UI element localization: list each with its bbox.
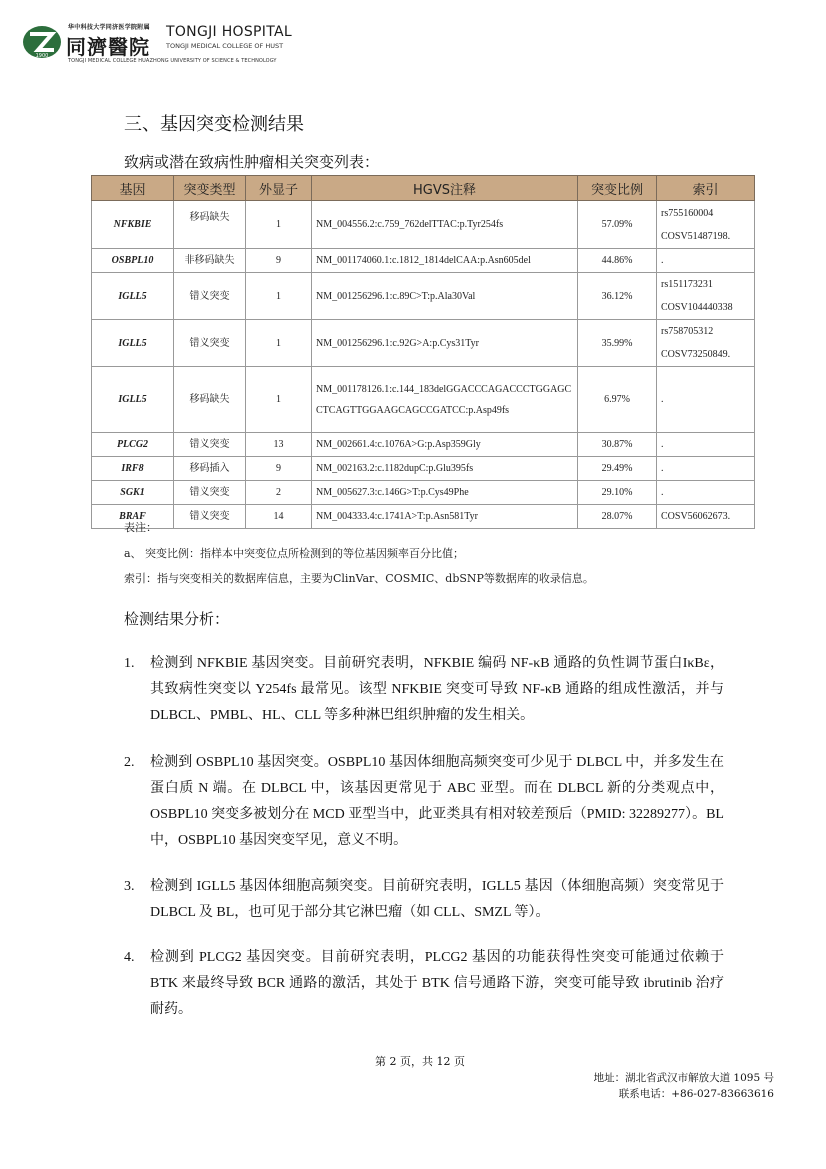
org-line: 华中科技大学同济医学院附属 xyxy=(68,24,150,31)
analysis-item xyxy=(124,874,724,926)
hospital-en-name: TONGJI HOSPITAL xyxy=(166,24,292,40)
col-header-ratio: 突变比例 xyxy=(578,176,657,201)
cell-hgvs: NM_002661.4:c.1076A>G:p.Asp359Gly xyxy=(312,433,578,457)
cell-gene: IGLL5 xyxy=(92,320,174,367)
col-header-index: 索引 xyxy=(657,176,755,201)
cell-hgvs: NM_001256296.1:c.89C>T:p.Ala30Val xyxy=(312,273,578,320)
hospital-cn-name: 同濟醫院 xyxy=(66,35,150,59)
analysis-item-number: 1. xyxy=(124,656,135,671)
cell-gene: OSBPL10 xyxy=(92,249,174,273)
cell-exon: 13 xyxy=(246,433,312,457)
analysis-title: 检测结果分析： xyxy=(124,610,230,628)
table-row xyxy=(92,367,755,433)
cell-type: 错义突变 xyxy=(174,433,246,457)
index-line-1: rs151173231 xyxy=(661,279,713,290)
table-note-label: 表注： xyxy=(124,521,157,534)
analysis-item-text: 检测到 IGLL5 基因体细胞高频突变。目前研究表明，IGLL5 基因（体细胞高频）突变常见于 DLBCL 及 BL，也可见于部分其它淋巴瘤（如 CLL、SMZL 等）。 xyxy=(150,879,724,920)
cell-gene: SGK1 xyxy=(92,481,174,505)
cell-gene: IGLL5 xyxy=(92,273,174,320)
table-row xyxy=(92,457,755,481)
cell-type: 非移码缺失 xyxy=(174,249,246,273)
cell-type: 移码插入 xyxy=(174,457,246,481)
col-header-type: 突变类型 xyxy=(174,176,246,201)
table-row xyxy=(92,433,755,457)
table-note-index: 索引：指与突变相关的数据库信息，主要为ClinVar、COSMIC、dbSNP等数据库的收录信息。 xyxy=(124,572,594,585)
index-line-2: COSV73250849. xyxy=(661,349,731,360)
cell-exon: 9 xyxy=(246,457,312,481)
cell-index xyxy=(657,320,755,367)
cell-hgvs: NM_001256296.1:c.92G>A:p.Cys31Tyr xyxy=(312,320,578,367)
cell-exon: 14 xyxy=(246,505,312,529)
cell-ratio: 44.86% xyxy=(578,249,657,273)
table-row xyxy=(92,201,755,249)
footer-phone: 联系电话：+86-027-83663616 xyxy=(618,1088,774,1100)
table-row xyxy=(92,320,755,367)
index-line-2: COSV104440338 xyxy=(661,302,733,313)
cell-type: 错义突变 xyxy=(174,320,246,367)
cell-exon: 2 xyxy=(246,481,312,505)
cell-gene: IRF8 xyxy=(92,457,174,481)
index-line-1: rs755160004 xyxy=(661,207,714,219)
cell-hgvs: NM_004556.2:c.759_762delTTAC:p.Tyr254fs xyxy=(312,201,578,249)
cell-type: 错义突变 xyxy=(174,481,246,505)
index-line-1: rs758705312 xyxy=(661,326,714,337)
cell-type: 错义突变 xyxy=(174,505,246,529)
index-line-2: COSV51487198. xyxy=(661,230,731,242)
analysis-item-text: 检测到 NFKBIE 基因突变。目前研究表明，NFKBIE 编码 NF-κB 通路的负性调节蛋白IκBε，其致病性突变以 Y254fs 最常见。该型 NFKBIE 突变可导致 NF-κB 通路的组成性激活，并与 DLBCL、PMBL、HL、CLL 等多种淋巴组织肿瘤的发生相关。 xyxy=(150,656,724,723)
cell-index: . xyxy=(657,249,755,273)
analysis-item-number: 2. xyxy=(124,755,135,770)
hospital-en-sub: TONGJI MEDICAL COLLEGE OF HUST xyxy=(166,42,284,50)
cell-ratio: 29.49% xyxy=(578,457,657,481)
cell-ratio: 28.07% xyxy=(578,505,657,529)
cell-type: 移码缺失 xyxy=(174,201,246,249)
hospital-en-full: TONGJI MEDICAL COLLEGE HUAZHONG UNIVERSITY OF SCIENCE & TECHNOLOGY xyxy=(68,58,277,64)
cell-exon: 9 xyxy=(246,249,312,273)
table-header-row xyxy=(92,176,755,201)
analysis-item-number: 4. xyxy=(124,950,135,965)
cell-ratio: 36.12% xyxy=(578,273,657,320)
col-header-exon: 外显子 xyxy=(246,176,312,201)
mutation-table xyxy=(91,175,755,529)
cell-exon: 1 xyxy=(246,273,312,320)
analysis-item xyxy=(124,651,724,729)
cell-ratio: 29.10% xyxy=(578,481,657,505)
cell-hgvs: NM_001178126.1:c.144_183delGGACCCAGACCCTGGAGCCTCAGTTGGAAGCAGCCGATCC:p.Asp49fs xyxy=(312,367,578,433)
col-header-gene: 基因 xyxy=(92,176,174,201)
cell-exon: 1 xyxy=(246,201,312,249)
analysis-item-text: 检测到 OSBPL10 基因突变。OSBPL10 基因体细胞高频突变可少见于 DLBCL 中，并多发生在蛋白质 N 端。在 DLBCL 中，该基因更常见于 ABC 亚型。而在 DLBCL 新的分类观点中，OSBPL10 突变多被划分在 MCD 亚型当中，此亚类具有相对较差预后（PMID: 32289277）。BL 中，OSBPL10 基因突变罕见，意义不明。 xyxy=(150,755,724,848)
analysis-item-number: 3. xyxy=(124,879,135,894)
analysis-item xyxy=(124,945,724,1023)
cell-ratio: 57.09% xyxy=(578,201,657,249)
page-number: 第 2 页，共 12 页 xyxy=(375,1055,465,1068)
cell-index xyxy=(657,273,755,320)
logo-year: 1900 xyxy=(35,53,49,59)
cell-index: . xyxy=(657,367,755,433)
cell-exon: 1 xyxy=(246,320,312,367)
table-row xyxy=(92,505,755,529)
cell-ratio: 30.87% xyxy=(578,433,657,457)
cell-hgvs: NM_002163.2:c.1182dupC:p.Glu395fs xyxy=(312,457,578,481)
cell-hgvs: NM_005627.3:c.146G>T:p.Cys49Phe xyxy=(312,481,578,505)
cell-gene: NFKBIE xyxy=(92,201,174,249)
section-title: 三、基因突变检测结果 xyxy=(124,114,304,135)
table-row xyxy=(92,481,755,505)
cell-type: 错义突变 xyxy=(174,273,246,320)
col-header-hgvs: HGVS注释 xyxy=(312,176,578,201)
hospital-header xyxy=(20,18,350,68)
cell-exon: 1 xyxy=(246,367,312,433)
cell-gene: PLCG2 xyxy=(92,433,174,457)
footer-address: 地址：湖北省武汉市解放大道 1095 号 xyxy=(593,1072,774,1084)
cell-index: . xyxy=(657,457,755,481)
cell-index: COSV56062673. xyxy=(657,505,755,529)
cell-ratio: 35.99% xyxy=(578,320,657,367)
hospital-logo-icon xyxy=(22,24,64,60)
table-note-ratio: a、 突变比例：指样本中突变位点所检测到的等位基因频率百分比值； xyxy=(124,547,465,560)
analysis-item-text: 检测到 PLCG2 基因突变。目前研究表明，PLCG2 基因的功能获得性突变可能通过依赖于 BTK 来最终导致 BCR 通路的激活，其处于 BTK 信号通路下游，突变可能导致 ibrutinib 治疗耐药。 xyxy=(150,950,724,1017)
cell-hgvs: NM_001174060.1:c.1812_1814delCAA:p.Asn605del xyxy=(312,249,578,273)
cell-type: 移码缺失 xyxy=(174,367,246,433)
cell-gene: BRAF xyxy=(92,505,174,529)
cell-index: . xyxy=(657,481,755,505)
cell-index xyxy=(657,201,755,249)
cell-hgvs: NM_004333.4:c.1741A>T:p.Asn581Tyr xyxy=(312,505,578,529)
table-title: 致病或潜在致病性肿瘤相关突变列表： xyxy=(124,153,380,171)
analysis-item xyxy=(124,750,724,854)
table-row xyxy=(92,273,755,320)
cell-gene: IGLL5 xyxy=(92,367,174,433)
cell-index: . xyxy=(657,433,755,457)
cell-ratio: 6.97% xyxy=(578,367,657,433)
table-row xyxy=(92,249,755,273)
